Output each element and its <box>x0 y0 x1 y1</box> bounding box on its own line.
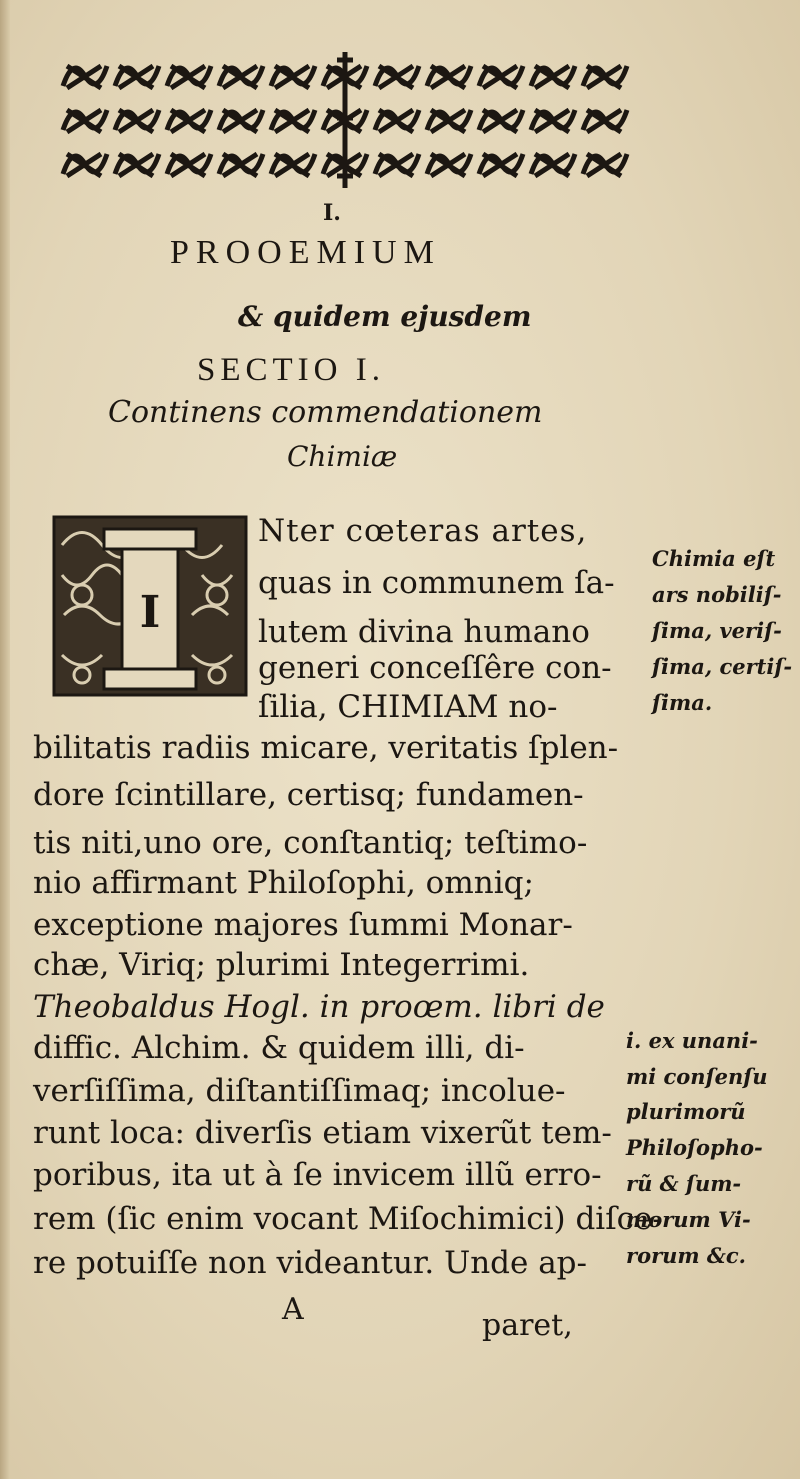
ornament-motif <box>583 110 627 132</box>
section-summary-end: Chimiæ <box>287 440 398 473</box>
ornament-motif <box>479 154 523 176</box>
body-line: generi conceſſêre con- <box>258 650 612 686</box>
margin-note: ſima, certiſ- <box>652 654 793 679</box>
book-gutter <box>0 0 10 1479</box>
body-line: dore ſcintillare, certisq; fundamen- <box>33 777 584 813</box>
ornament-motif <box>63 66 107 88</box>
body-line: tis niti,uno ore, conſtantiq; teſtimo- <box>33 825 588 861</box>
body-line: verſiſſima, diſtantiſſimaq; incolue- <box>33 1073 566 1109</box>
ornament-motif <box>167 66 211 88</box>
margin-note: plurimorũ <box>626 1099 746 1124</box>
ornament-motif <box>219 66 263 88</box>
ornament-motif <box>479 66 523 88</box>
ornament-motif <box>63 154 107 176</box>
margin-note: mi conſenſu <box>626 1064 768 1089</box>
ornament-motif <box>375 110 419 132</box>
printer-signature: A <box>282 1292 304 1327</box>
decorated-initial <box>52 515 250 705</box>
margin-note: morum Vi- <box>626 1207 751 1232</box>
ornament-motif <box>531 110 575 132</box>
chapter-subtitle: & quidem ejusdem <box>238 300 532 333</box>
margin-note: i. ex unani- <box>626 1028 758 1053</box>
ornament-motif <box>271 66 315 88</box>
ornament-motif <box>427 66 471 88</box>
ornament-motif <box>167 110 211 132</box>
chapter-title: PROOEMIUM <box>170 234 441 271</box>
body-line: chæ, Viriq; plurimi Integerrimi. <box>33 947 530 983</box>
ornament-motif <box>479 110 523 132</box>
ornament-motif <box>115 154 159 176</box>
ornament-motif <box>583 154 627 176</box>
ornament-motif <box>375 66 419 88</box>
ornament-motif <box>115 110 159 132</box>
body-line: bilitatis radiis micare, veritatis ſplen- <box>33 730 619 766</box>
body-line: Theobaldus Hogl. in proœm. libri de <box>33 989 605 1025</box>
catchword: paret, <box>482 1308 573 1343</box>
margin-note: ars nobiliſ- <box>652 582 782 607</box>
margin-note: ſima, veriſ- <box>652 618 782 643</box>
body-line: re potuiſſe non videantur. Unde ap- <box>33 1245 588 1281</box>
section-heading: SECTIO I. <box>197 352 385 388</box>
margin-note: Philoſopho- <box>626 1135 763 1160</box>
ornament-motif <box>219 110 263 132</box>
ornament-band <box>55 46 635 194</box>
section-summary: Continens commendationem <box>108 395 543 430</box>
ornament-motif <box>375 154 419 176</box>
body-line: quas in communem ſa- <box>258 565 615 601</box>
ornament-motif <box>531 154 575 176</box>
ornament-motif <box>115 66 159 88</box>
ornament-motif <box>271 110 315 132</box>
ornament-motif <box>63 110 107 132</box>
body-line: nio affirmant Philoſophi, omniq; <box>33 865 534 901</box>
margin-note: rorum &c. <box>626 1243 746 1268</box>
margin-note: ſima. <box>652 690 713 715</box>
body-line: lutem divina humano <box>258 614 590 650</box>
body-line: ſilia, CHIMIAM no- <box>258 689 558 725</box>
ornament-motif <box>583 66 627 88</box>
body-line: Nter cœteras artes, <box>258 513 588 549</box>
body-line: poribus, ita ut à ſe invicem illũ erro- <box>33 1157 602 1193</box>
page-signature-mark: I. <box>323 200 341 226</box>
body-line: runt loca: diverſis etiam vixerũt tem- <box>33 1115 612 1151</box>
body-line: diffic. Alchim. & quidem illi, di- <box>33 1030 525 1066</box>
ornament-motif <box>219 154 263 176</box>
margin-note: Chimia eſt <box>652 546 776 571</box>
body-line: exceptione majores ſummi Monar- <box>33 907 573 943</box>
ornament-motif <box>271 154 315 176</box>
ornament-motif <box>427 110 471 132</box>
body-line: rem (ſic enim vocant Miſochimici) diſce- <box>33 1201 663 1237</box>
ornament-motif <box>167 154 211 176</box>
ornament-motif <box>531 66 575 88</box>
ornament-motif <box>427 154 471 176</box>
initial-ornament <box>52 515 250 705</box>
margin-note: rũ & ſum- <box>626 1171 742 1196</box>
initial-letter: I <box>139 587 161 638</box>
